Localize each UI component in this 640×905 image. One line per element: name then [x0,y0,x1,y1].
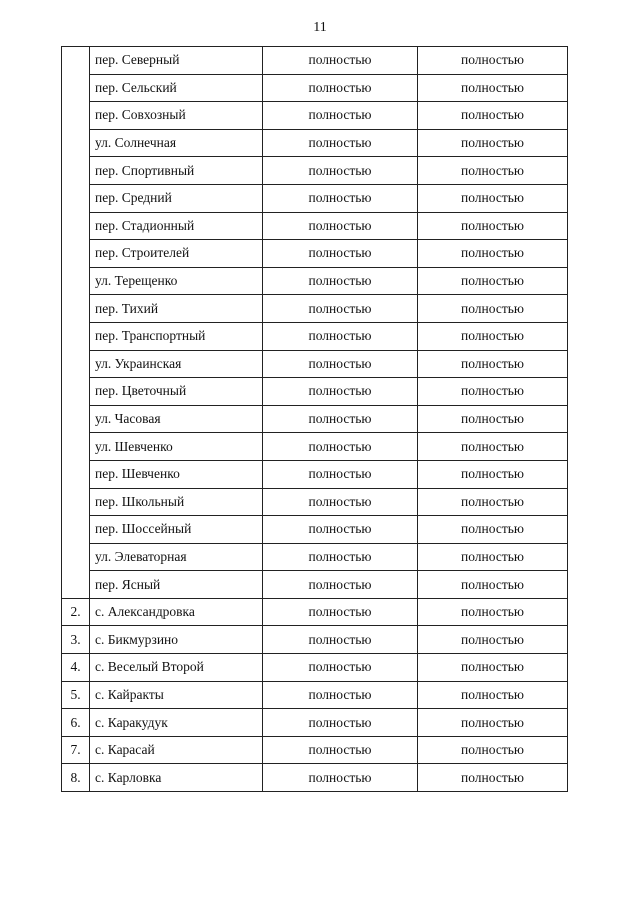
street-name-cell: с. Александровка [90,598,263,626]
coverage-cell-2: полностью [418,129,568,157]
coverage-cell-2: полностью [418,598,568,626]
table-row [62,47,568,75]
coverage-cell-1: полностью [263,709,418,737]
table-row [62,350,568,378]
coverage-cell-1: полностью [263,571,418,599]
street-name-cell: пер. Тихий [90,295,263,323]
coverage-cell-2: полностью [418,460,568,488]
row-number-cell [62,157,90,185]
table-row [62,295,568,323]
coverage-cell-2: полностью [418,378,568,406]
coverage-cell-2: полностью [418,681,568,709]
coverage-cell-1: полностью [263,626,418,654]
coverage-cell-2: полностью [418,157,568,185]
coverage-cell-1: полностью [263,212,418,240]
coverage-cell-1: полностью [263,240,418,268]
street-name-cell: ул. Терещенко [90,267,263,295]
coverage-cell-1: полностью [263,516,418,544]
row-number-cell [62,129,90,157]
row-number-cell [62,488,90,516]
coverage-cell-2: полностью [418,543,568,571]
coverage-cell-2: полностью [418,736,568,764]
coverage-cell-1: полностью [263,74,418,102]
table-row [62,240,568,268]
coverage-cell-1: полностью [263,654,418,682]
street-name-cell: ул. Элеваторная [90,543,263,571]
row-number-cell [62,322,90,350]
row-number-cell: 7. [62,736,90,764]
street-name-cell: пер. Ясный [90,571,263,599]
coverage-cell-2: полностью [418,184,568,212]
coverage-cell-2: полностью [418,571,568,599]
coverage-cell-2: полностью [418,654,568,682]
row-number-cell: 6. [62,709,90,737]
coverage-cell-1: полностью [263,184,418,212]
row-number-cell: 3. [62,626,90,654]
coverage-cell-2: полностью [418,102,568,130]
row-number-cell [62,240,90,268]
row-number-cell [62,571,90,599]
coverage-cell-1: полностью [263,681,418,709]
coverage-cell-2: полностью [418,47,568,75]
street-name-cell: ул. Солнечная [90,129,263,157]
coverage-cell-2: полностью [418,295,568,323]
coverage-cell-2: полностью [418,240,568,268]
table-body [62,47,568,792]
coverage-cell-1: полностью [263,598,418,626]
row-number-cell [62,543,90,571]
coverage-cell-1: полностью [263,488,418,516]
street-name-cell: пер. Северный [90,47,263,75]
coverage-cell-2: полностью [418,350,568,378]
table-row [62,405,568,433]
page-number: 11 [313,20,327,35]
street-name-cell: ул. Украинская [90,350,263,378]
coverage-cell-2: полностью [418,267,568,295]
coverage-cell-1: полностью [263,157,418,185]
coverage-cell-2: полностью [418,516,568,544]
table-row [62,543,568,571]
row-number-cell [62,378,90,406]
street-name-cell: с. Веселый Второй [90,654,263,682]
row-number-cell: 5. [62,681,90,709]
table-row [62,184,568,212]
coverage-cell-1: полностью [263,378,418,406]
coverage-cell-1: полностью [263,295,418,323]
table-row [62,709,568,737]
coverage-cell-2: полностью [418,74,568,102]
table-row [62,212,568,240]
row-number-cell [62,212,90,240]
coverage-cell-1: полностью [263,267,418,295]
street-name-cell: с. Бикмурзино [90,626,263,654]
table-row [62,598,568,626]
table-row [62,488,568,516]
coverage-cell-1: полностью [263,764,418,792]
table-row [62,433,568,461]
row-number-cell [62,460,90,488]
coverage-cell-1: полностью [263,543,418,571]
street-name-cell: пер. Строителей [90,240,263,268]
coverage-cell-1: полностью [263,736,418,764]
row-number-cell [62,267,90,295]
street-name-cell: пер. Школьный [90,488,263,516]
table-row [62,654,568,682]
coverage-cell-2: полностью [418,433,568,461]
coverage-cell-2: полностью [418,405,568,433]
coverage-cell-1: полностью [263,350,418,378]
row-number-cell [62,433,90,461]
row-number-cell [62,74,90,102]
table-row [62,102,568,130]
row-number-cell [62,102,90,130]
street-name-cell: пер. Цветочный [90,378,263,406]
table-row [62,681,568,709]
row-number-cell [62,516,90,544]
table-row [62,322,568,350]
street-name-cell: пер. Шевченко [90,460,263,488]
street-name-cell: пер. Средний [90,184,263,212]
coverage-cell-1: полностью [263,460,418,488]
coverage-cell-1: полностью [263,47,418,75]
coverage-cell-2: полностью [418,764,568,792]
table-row [62,764,568,792]
street-name-cell: ул. Шевченко [90,433,263,461]
coverage-cell-2: полностью [418,626,568,654]
street-name-cell: с. Карловка [90,764,263,792]
coverage-cell-2: полностью [418,322,568,350]
street-name-cell: пер. Стадионный [90,212,263,240]
table-row [62,460,568,488]
street-name-cell: пер. Совхозный [90,102,263,130]
row-number-cell [62,350,90,378]
settlements-table [61,46,568,792]
row-number-cell [62,405,90,433]
street-name-cell: с. Карасай [90,736,263,764]
street-name-cell: ул. Часовая [90,405,263,433]
row-number-cell: 2. [62,598,90,626]
table-row [62,74,568,102]
row-number-cell [62,295,90,323]
coverage-cell-1: полностью [263,405,418,433]
table-row [62,571,568,599]
table-row [62,378,568,406]
row-number-cell: 4. [62,654,90,682]
coverage-cell-1: полностью [263,433,418,461]
table-row [62,736,568,764]
table-row [62,129,568,157]
coverage-cell-2: полностью [418,488,568,516]
row-number-cell [62,47,90,75]
street-name-cell: с. Каракудук [90,709,263,737]
street-name-cell: пер. Шоссейный [90,516,263,544]
table-row [62,157,568,185]
street-name-cell: пер. Транспортный [90,322,263,350]
row-number-cell: 8. [62,764,90,792]
coverage-cell-2: полностью [418,212,568,240]
street-name-cell: с. Кайракты [90,681,263,709]
coverage-cell-1: полностью [263,322,418,350]
table-row [62,516,568,544]
table-row [62,626,568,654]
coverage-cell-2: полностью [418,709,568,737]
coverage-cell-1: полностью [263,129,418,157]
coverage-cell-1: полностью [263,102,418,130]
street-name-cell: пер. Спортивный [90,157,263,185]
row-number-cell [62,184,90,212]
street-name-cell: пер. Сельский [90,74,263,102]
table-row [62,267,568,295]
